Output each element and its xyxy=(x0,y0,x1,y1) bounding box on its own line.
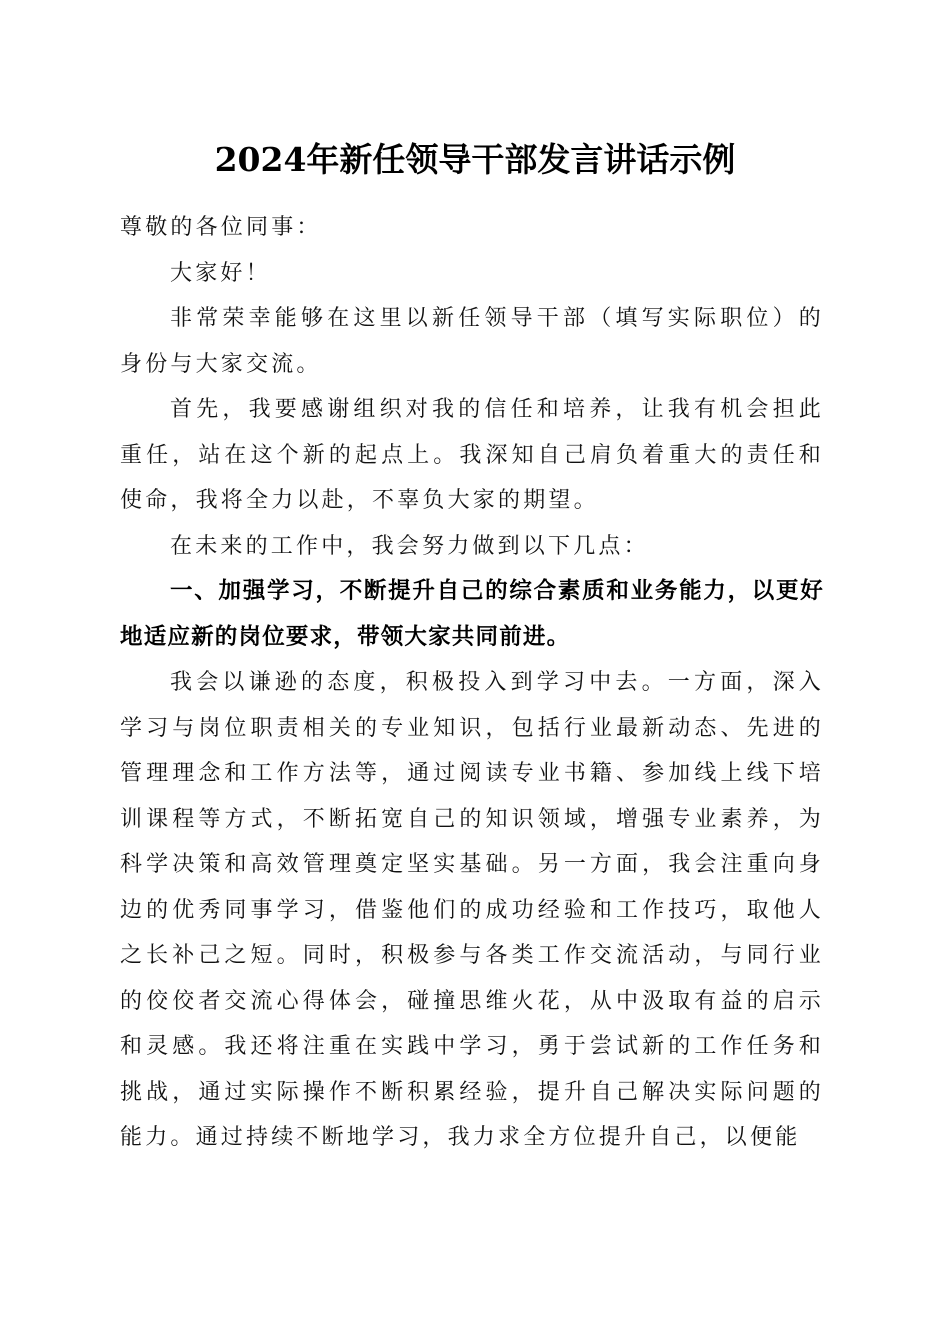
salutation: 尊敬的各位同事： xyxy=(120,215,322,240)
paragraph-intro: 非常荣幸能够在这里以新任领导干部（填写实际职位）的身份与大家交流。 xyxy=(120,306,824,377)
paragraph-points-intro: 在未来的工作中，我会努力做到以下几点： xyxy=(170,533,649,559)
paragraph-thanks: 首先，我要感谢组织对我的信任和培养，让我有机会担此重任，站在这个新的起点上。我深知自己肩负着重大的责任和使命，我将全力以赴，不辜负大家的期望。 xyxy=(120,397,824,513)
document-body xyxy=(120,205,824,1161)
greeting: 大家好！ xyxy=(170,260,271,286)
section-heading: 一、加强学习，不断提升自己的综合素质和业务能力，以更好地适应新的岗位要求，带领大家共同前进。 xyxy=(120,578,824,650)
document-title: 2024年新任领导干部发言讲话示例 xyxy=(214,140,736,179)
section-body: 我会以谦逊的态度，积极投入到学习中去。一方面，深入学习与岗位职责相关的专业知识，包括行业最新动态、先进的管理理念和工作方法等，通过阅读专业书籍、参加线上线下培训课程等方式，不断拓宽自己的知识领域，增强专业素养，为科学决策和高效管理奠定坚实基础。另一方面，我会注重向身边的优秀同事学习，借鉴他们的成功经验和工作技巧，取他人之长补己之短。同时，积极参与各类工作交流活动，与同行业的佼佼者交流心得体会，碰撞思维火花，从中汲取有益的启示和灵感。我还将注重在实践中学习，勇于尝试新的工作任务和挑战，通过实际操作不断积累经验，提升自己解决实际问题的能力。通过持续不断地学习，我力求全方位提升自己，以便能 xyxy=(120,670,824,1150)
